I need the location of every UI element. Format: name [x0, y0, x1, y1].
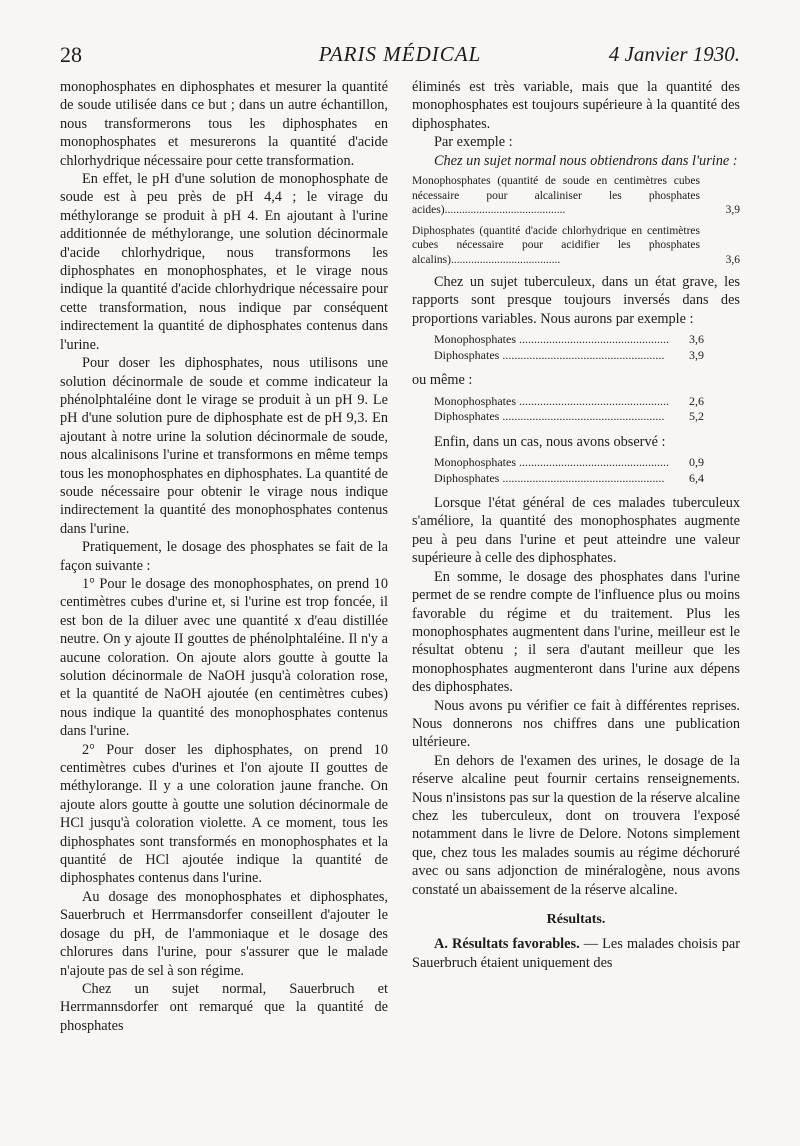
- subsection-heading: A. Résultats favorables.: [434, 936, 580, 953]
- journal-title: PARIS MÉDICAL: [318, 42, 482, 66]
- paragraph-text: — Les malades choisis par Sauerbruch étaient uniquement des: [412, 936, 740, 971]
- paragraph: Pratiquement, le dosage des phosphates se fait de la façon suivante :: [60, 539, 388, 574]
- paragraph: Chez un sujet normal, Sauerbruch et Herrmannsdorfer ont remarqué que la quantité de phosphates: [60, 980, 388, 1034]
- paragraph: Enfin, dans un cas, nous avons observé :: [434, 433, 666, 450]
- table-row: Diphosphates ..... 5,2: [434, 409, 704, 425]
- values-table-3: [434, 455, 740, 486]
- entry-label: Diphosphates (quantité d'acide chlorhydrique en centimètres cubes nécessaire pour acidifier les phosphates alcalins)......................................: [412, 224, 700, 266]
- page-number: 28: [60, 42, 82, 67]
- values-table-1: [434, 332, 740, 363]
- page-header: [60, 40, 740, 74]
- entry-value: 3,6: [725, 253, 740, 266]
- table-row: Monophosphates ..... 0,9: [434, 455, 704, 471]
- left-column: [60, 78, 388, 1035]
- table-row: Monophosphates ..... 2,6: [434, 394, 704, 410]
- normal-entry-diphosphates: [412, 224, 740, 268]
- paragraph: Pour doser les diphosphates, nous utilisons une solution décinormale de soude et comme indicateur la phénolphtaléine dont le virage se produit à un pH 9. Le pH d'une solution pure de diphosphate est de pH 9,3. En ajoutant à notre urine la solution décinormale de soude, nous alcalinisons l'urine et transformons en même temps tous les monophosphates en diphosphates. La quantité de soude nécessaire pour obtenir le virage nous indique indirectement la quantité des monophosphates contenus dans l'urine.: [60, 355, 388, 537]
- issue-date: 4 Janvier 1930.: [608, 42, 740, 66]
- table-row: Diphosphates ..... 3,9: [434, 348, 704, 364]
- paragraph: 1° Pour le dosage des monophosphates, on prend 10 centimètres cubes d'urine et, si l'urine est trop foncée, il est bon de la diluer avec une quantité x d'eau distillée neutre. On y ajoute II gouttes de phénolphtaléine. Il n'y a aucune coloration. On ajoute alors goutte à goutte la solution décinormale de NaOH jusqu'à coloration rose, et la quantité de NaOH ajoutée (en centimètres cubes) nous indique la quantité des monophosphates contenus dans l'urine.: [60, 575, 388, 740]
- table-row: Monophosphates ..... 3,6: [434, 332, 704, 348]
- paragraph: Par exemple :: [434, 134, 513, 151]
- paragraph: En dehors de l'examen des urines, le dosage de la réserve alcaline peut fournir certains renseignements. Nous n'insistons pas sur la question de la réserve alcaline chez les tuberculeux, dont on trouvera l'exposé notamment dans le livre de Delore. Notons simplement que, chez tous les malades soumis au régime déchoruré avec ou sans adjonction de minéralogène, nous avons constaté un abaissement de la réserve alcaline.: [412, 752, 740, 898]
- paragraph: éliminés est très variable, mais que la quantité des monophosphates est toujours supérieure à la quantité des diphosphates.: [412, 79, 740, 132]
- paragraph: Au dosage des monophosphates et diphosphates, Sauerbruch et Herrmansdorfer conseillent d'ajouter le dosage du pH, de l'ammoniaque et le dosage des chlorures dans l'urine, pour s'assurer que le malade n'ajoute pas de sel à son régime.: [60, 888, 388, 979]
- paragraph: En somme, le dosage des phosphates dans l'urine permet de se rendre compte de l'influence plus ou moins favorable du régime et du traitement. Plus les monophosphates augmentent dans l'urine, meilleur est le résultat obtenu ; il sera d'autant meilleur que les monophosphates augmenteront dans l'urine aux dépens des diphosphates.: [412, 568, 740, 696]
- paragraph: Chez un sujet normal nous obtiendrons dans l'urine :: [434, 152, 738, 169]
- paragraph: monophosphates en diphosphates et mesurer la quantité de soude utilisée dans ce but ; dans un autre échantillon, nous transformerons tous les diphosphates en monophosphates et mesurerons la quantité d'acide chlorhydrique nécessaire pour cette transformation.: [60, 79, 388, 169]
- paragraph: Nous avons pu vérifier ce fait à différentes reprises. Nous donnerons nos chiffres dans une publication ultérieure.: [412, 697, 740, 751]
- paragraph: Chez un sujet tuberculeux, dans un état grave, les rapports sont presque toujours inversés dans des proportions variables. Nous aurons par exemple :: [412, 274, 740, 327]
- paragraph: [412, 935, 740, 972]
- paragraph: 2° Pour doser les diphosphates, on prend 10 centimètres cubes d'urines et l'on ajoute II gouttes de méthylorange. Il y a une coloration jaune franche. On ajoute alors goutte à goutte une solution décinormale de HCl jusqu'à coloration violette. A ce moment, tous les diphosphates sont transformés en monophosphates et la quantité de HCl ajoutée indique la quantité de diphosphates contenus dans l'urine.: [60, 741, 388, 887]
- entry-value: 3,9: [725, 204, 740, 217]
- paragraph: ou même :: [412, 372, 473, 389]
- paragraph: En effet, le pH d'une solution de monophosphate de soude est à peu près de pH 4,4 ; le virage du méthylorange se produit à pH 4. En ajoutant à l'urine additionnée de méthylorange, une solution décinormale d'acide chlorhydrique, nous transformons les diphosphates en monophosphates, et le virage nous indique la quantité d'acide chlorhydrique nécessaire pour cette transformation, nous indique par conséquent indirectement la quantité de diphosphates contenus dans l'urine.: [60, 171, 388, 353]
- normal-entry-monophosphates: [412, 174, 740, 218]
- right-column: [412, 78, 740, 972]
- section-heading: Résultats.: [546, 912, 606, 927]
- paragraph: Lorsque l'état général de ces malades tuberculeux s'améliore, la quantité des monophosphates augmente peu à peu dans l'urine et peut atteindre une valeur supérieure à celle des diphosphates.: [412, 495, 740, 567]
- entry-label: Monophosphates (quantité de soude en centimètres cubes nécessaire pour alcaliniser les phosphates acides)..........................................: [412, 175, 700, 217]
- table-row: Diphosphates ..... 6,4: [434, 471, 704, 487]
- values-table-2: [434, 394, 740, 425]
